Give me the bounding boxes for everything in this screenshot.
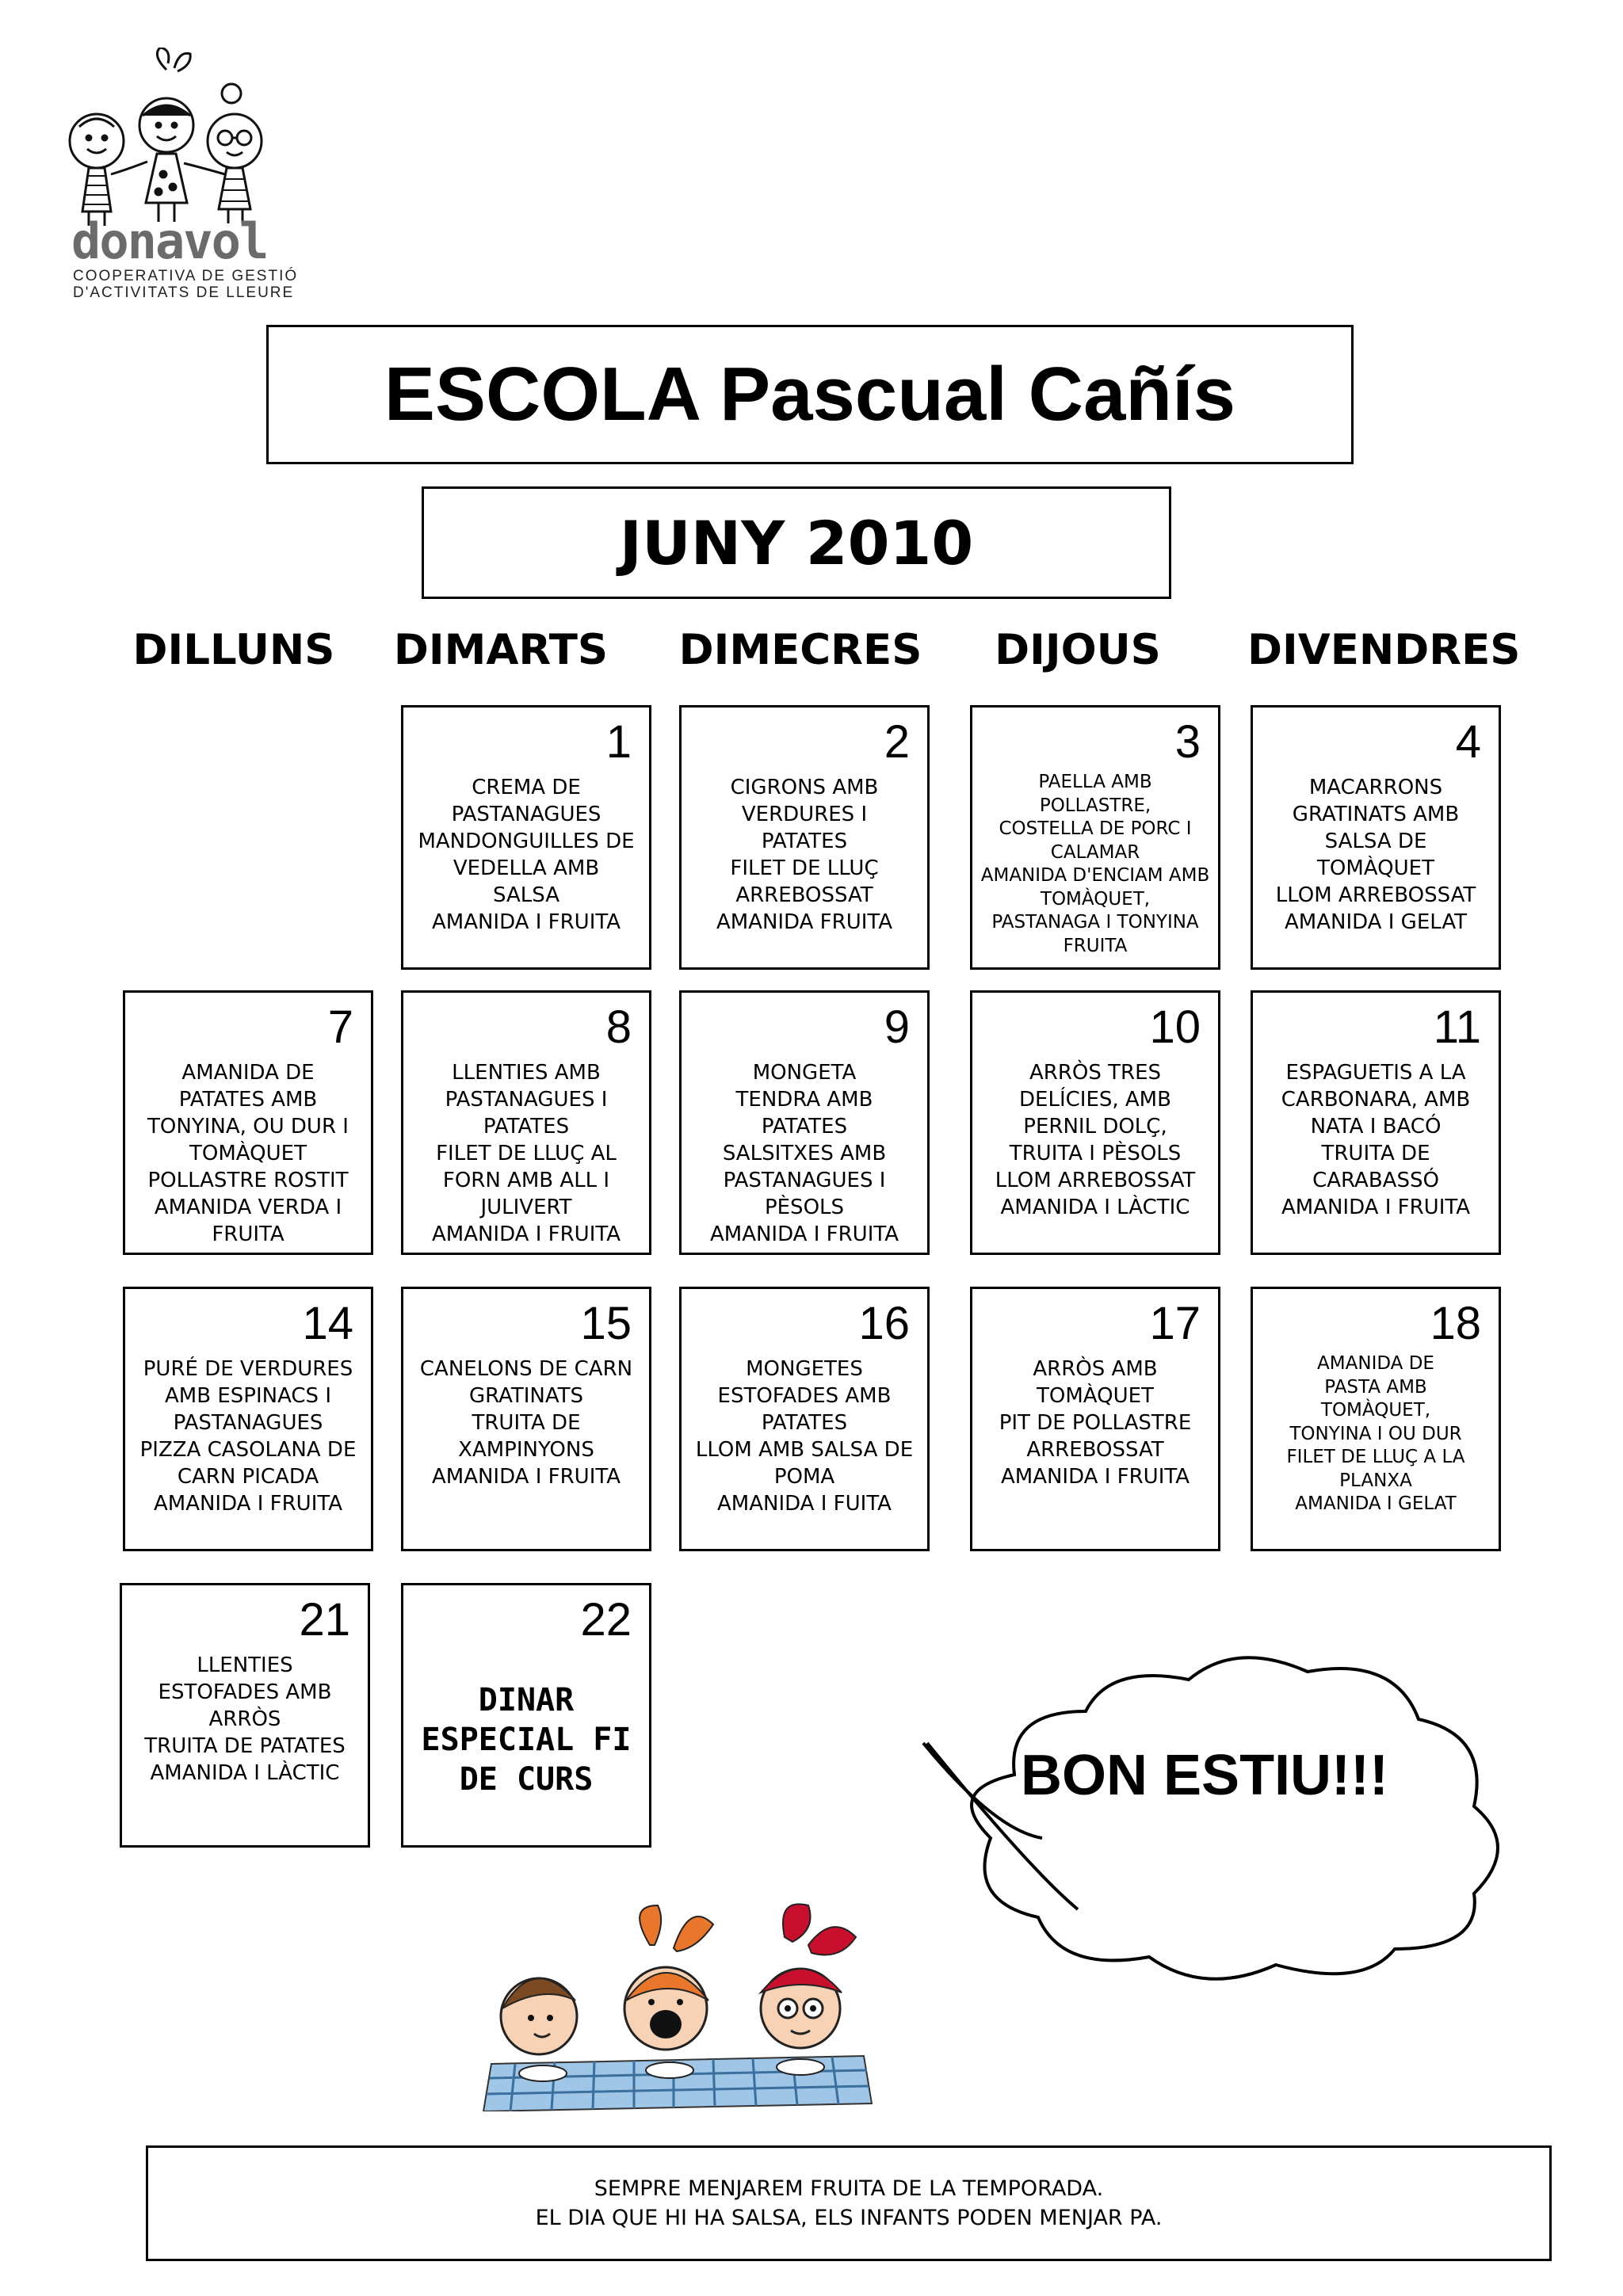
menu-line: AMANIDA I FRUITA [1000,1465,1190,1489]
menu-line: MONGETES [746,1357,863,1381]
menu-line: PATATES AMB [178,1088,318,1112]
menu-line: AMANIDA DE [181,1061,315,1085]
day-cell-10 [970,990,1220,1255]
day-cell-14 [123,1287,373,1551]
menu-line: TENDRA AMB [735,1088,873,1112]
day-number: 1 [605,716,632,768]
menu-line: TRUITA DE PATATES [144,1734,346,1758]
day-cell-9 [679,990,930,1255]
footer-note [146,2145,1552,2261]
menu-line: PASTANAGUES [173,1411,323,1435]
day-number: 14 [302,1298,353,1349]
day-number: 3 [1174,716,1201,768]
school-title: ESCOLA Pascual Cañís [384,352,1236,437]
day-menu [682,774,927,936]
menu-line: PAELLA AMB [1038,772,1152,792]
menu-line: PIZZA CASOLANA DE [139,1438,357,1462]
day-cell-22 [401,1583,651,1848]
day-number: 16 [858,1298,910,1349]
menu-line: TRUITA I PÈSOLS [1009,1142,1182,1165]
day-menu [125,1059,371,1248]
day-menu [403,1059,649,1248]
footer-line-2: EL DIA QUE HI HA SALSA, ELS INFANTS PODEN MENJAR PA. [535,2206,1163,2230]
menu-line: ARREBOSSAT [735,883,873,907]
menu-line: AMANIDA I LÀCTIC [1000,1196,1190,1219]
menu-line: PERNIL DOLÇ, [1023,1115,1167,1138]
day-number: 21 [299,1594,350,1646]
day-menu [122,1652,368,1787]
menu-line: AMANIDA I FRUITA [431,1465,621,1489]
weekday-friday: DIVENDRES [1247,626,1521,674]
day-cell-3 [970,705,1220,970]
weekday-thursday: DIJOUS [995,626,1161,674]
menu-line: GRATINATS [468,1384,584,1408]
menu-line: POLLASTRE, [1039,795,1151,816]
day-cell-11 [1251,990,1501,1255]
day-cell-15 [401,1287,651,1551]
menu-line: PATATES [761,830,848,853]
day-menu [125,1356,371,1517]
menu-line: GRATINATS AMB [1292,803,1460,826]
day-cell-7 [123,990,373,1255]
day-number: 8 [605,1001,632,1053]
menu-line: LLOM ARREBOSSAT [1275,883,1476,907]
menu-line: AMANIDA I FRUITA [709,1222,899,1246]
day-number: 17 [1149,1298,1201,1349]
menu-line: LLOM AMB SALSA DE [695,1438,914,1462]
menu-line: TOMÀQUET [1037,1384,1154,1408]
menu-line: SALSA DE [1324,830,1427,853]
menu-line: PASTANAGUES I [723,1169,886,1192]
menu-line: LLENTIES AMB [452,1061,601,1085]
menu-line: CREMA DE [472,776,581,799]
menu-line: FILET DE LLUÇ AL [436,1142,617,1165]
menu-line: ESTOFADES AMB [717,1384,892,1408]
menu-line: PIT DE POLLASTRE [999,1411,1192,1435]
menu-line: FRUITA [212,1222,285,1246]
menu-line: PASTANAGA I TONYINA [991,912,1199,933]
day-number: 9 [884,1001,910,1053]
menu-line: AMANIDA I FUITA [717,1492,892,1516]
menu-line: AMANIDA I FRUITA [431,910,621,934]
menu-line: FRUITA [1063,935,1128,956]
day-number: 4 [1455,716,1481,768]
menu-line: VERDURES I [741,803,868,826]
menu-line: ESTOFADES AMB [158,1680,332,1704]
menu-line: CARBONARA, AMB [1281,1088,1471,1112]
menu-line: PASTA AMB [1324,1376,1427,1398]
menu-line: PASTANAGUES I [445,1088,608,1112]
menu-line: PATATES [761,1411,848,1435]
menu-line: MONGETA [752,1061,857,1085]
logo-subtitle: COOPERATIVA DE GESTIÓ D'ACTIVITATS DE LLEURE [73,268,299,301]
weekday-tuesday: DIMARTS [393,626,609,674]
menu-line: JULIVERT [480,1196,572,1219]
menu-line: FORN AMB ALL I [442,1169,610,1192]
menu-line: CARABASSÓ [1312,1169,1439,1192]
menu-line: AMANIDA I FRUITA [431,1222,621,1246]
day-cell-17 [970,1287,1220,1551]
menu-line: NATA I BACÓ [1310,1115,1442,1138]
day-number: 11 [1433,1001,1481,1053]
day-number: 18 [1430,1298,1481,1349]
menu-line: ARRÒS AMB [1033,1357,1158,1381]
day-number: 10 [1149,1001,1201,1053]
menu-line: XAMPINYONS [458,1438,594,1462]
day-menu [972,1059,1218,1221]
menu-line: COSTELLA DE PORC I [999,818,1192,839]
menu-line: DELÍCIES, AMB [1019,1088,1171,1112]
weekday-wednesday: DIMECRES [678,626,922,674]
thought-cloud-icon [919,1656,1522,1989]
menu-line: FILET DE LLUÇ A LA [1286,1447,1465,1467]
menu-line: TOMÀQUET, [1040,888,1151,910]
day-number: 2 [884,716,910,768]
day-cell-18 [1251,1287,1501,1551]
menu-line: VEDELLA AMB [453,856,600,880]
month-title: JUNY 2010 [619,507,974,578]
day-menu [1253,774,1499,936]
day-menu [682,1059,927,1248]
day-cell-8 [401,990,651,1255]
footer-line-1: SEMPRE MENJAREM FRUITA DE LA TEMPORADA. [594,2176,1104,2201]
menu-line: AMANIDA I GELAT [1295,1493,1457,1514]
day-cell-16 [679,1287,930,1551]
menu-line: ARRÒS [208,1707,281,1731]
menu-line: TRUITA DE [472,1411,581,1435]
day-menu [403,1680,649,1799]
day-menu [403,774,649,936]
menu-line: DE CURS [459,1761,594,1798]
menu-line: CIGRONS AMB [730,776,879,799]
menu-line: CARN PICADA [177,1465,319,1489]
menu-line: AMANIDA I GELAT [1285,910,1467,934]
menu-line: PATATES [483,1115,570,1138]
menu-line: POLLASTRE ROSTIT [147,1169,349,1192]
weekday-monday: DILLUNS [132,626,335,674]
menu-line: ESPECIAL FI [421,1722,632,1758]
menu-line: ESPAGUETIS A LA [1285,1061,1466,1085]
menu-line: MANDONGUILLES DE [418,830,635,853]
day-number: 7 [327,1001,353,1053]
menu-line: ARRÒS TRES [1029,1061,1162,1085]
menu-line: TOMÀQUET [1317,856,1434,880]
menu-line: AMANIDA D'ENCIAM AMB [980,865,1210,886]
menu-line: ARREBOSSAT [1026,1438,1164,1462]
menu-line: PATATES [761,1115,848,1138]
day-menu [682,1356,927,1517]
day-menu [403,1356,649,1490]
day-menu [1253,1352,1499,1516]
day-menu [1253,1059,1499,1221]
menu-line: FILET DE LLUÇ [730,856,879,880]
day-number: 22 [580,1594,632,1646]
menu-line: AMANIDA I FRUITA [1281,1196,1471,1219]
menu-line: AMANIDA I FRUITA [153,1492,343,1516]
menu-line: TONYINA, OU DUR I [147,1115,349,1138]
menu-line: MACARRONS [1308,776,1443,799]
menu-line: PURÉ DE VERDURES [143,1357,353,1381]
logo-wordmark: donavol [71,212,268,270]
day-cell-1 [401,705,651,970]
menu-line: LLOM ARREBOSSAT [995,1169,1196,1192]
menu-line: DINAR [478,1682,575,1718]
day-cell-2 [679,705,930,970]
school-title-box [266,325,1354,464]
menu-line: CALAMAR [1050,841,1140,863]
menu-line: LLENTIES [197,1653,293,1677]
menu-line: PLANXA [1339,1470,1412,1491]
day-menu [972,1356,1218,1490]
menu-line: TOMÀQUET, [1320,1400,1431,1421]
kids-eating-illustration-icon [468,1897,888,2111]
menu-line: AMANIDA DE [1317,1353,1434,1374]
month-title-box [422,486,1171,599]
menu-line: AMANIDA FRUITA [716,910,893,934]
day-menu [972,771,1218,958]
menu-line: CANELONS DE CARN [419,1357,633,1381]
menu-line: TRUITA DE [1321,1142,1430,1165]
menu-line: PÈSOLS [764,1196,845,1219]
day-cell-4 [1251,705,1501,970]
bon-estiu-text: BON ESTIU!!! [1021,1744,1388,1807]
menu-line: AMANIDA I LÀCTIC [150,1761,340,1785]
menu-line: AMANIDA VERDA I [154,1196,342,1219]
menu-line: PASTANAGUES [451,803,601,826]
menu-line: POMA [773,1465,835,1489]
menu-line: SALSA [492,883,560,907]
day-number: 15 [580,1298,632,1349]
menu-line: TOMÀQUET [189,1142,307,1165]
day-cell-21 [120,1583,370,1848]
menu-line: SALSITXES AMB [722,1142,887,1165]
menu-line: TONYINA I OU DUR [1289,1423,1462,1444]
menu-line: AMB ESPINACS I [165,1384,331,1408]
